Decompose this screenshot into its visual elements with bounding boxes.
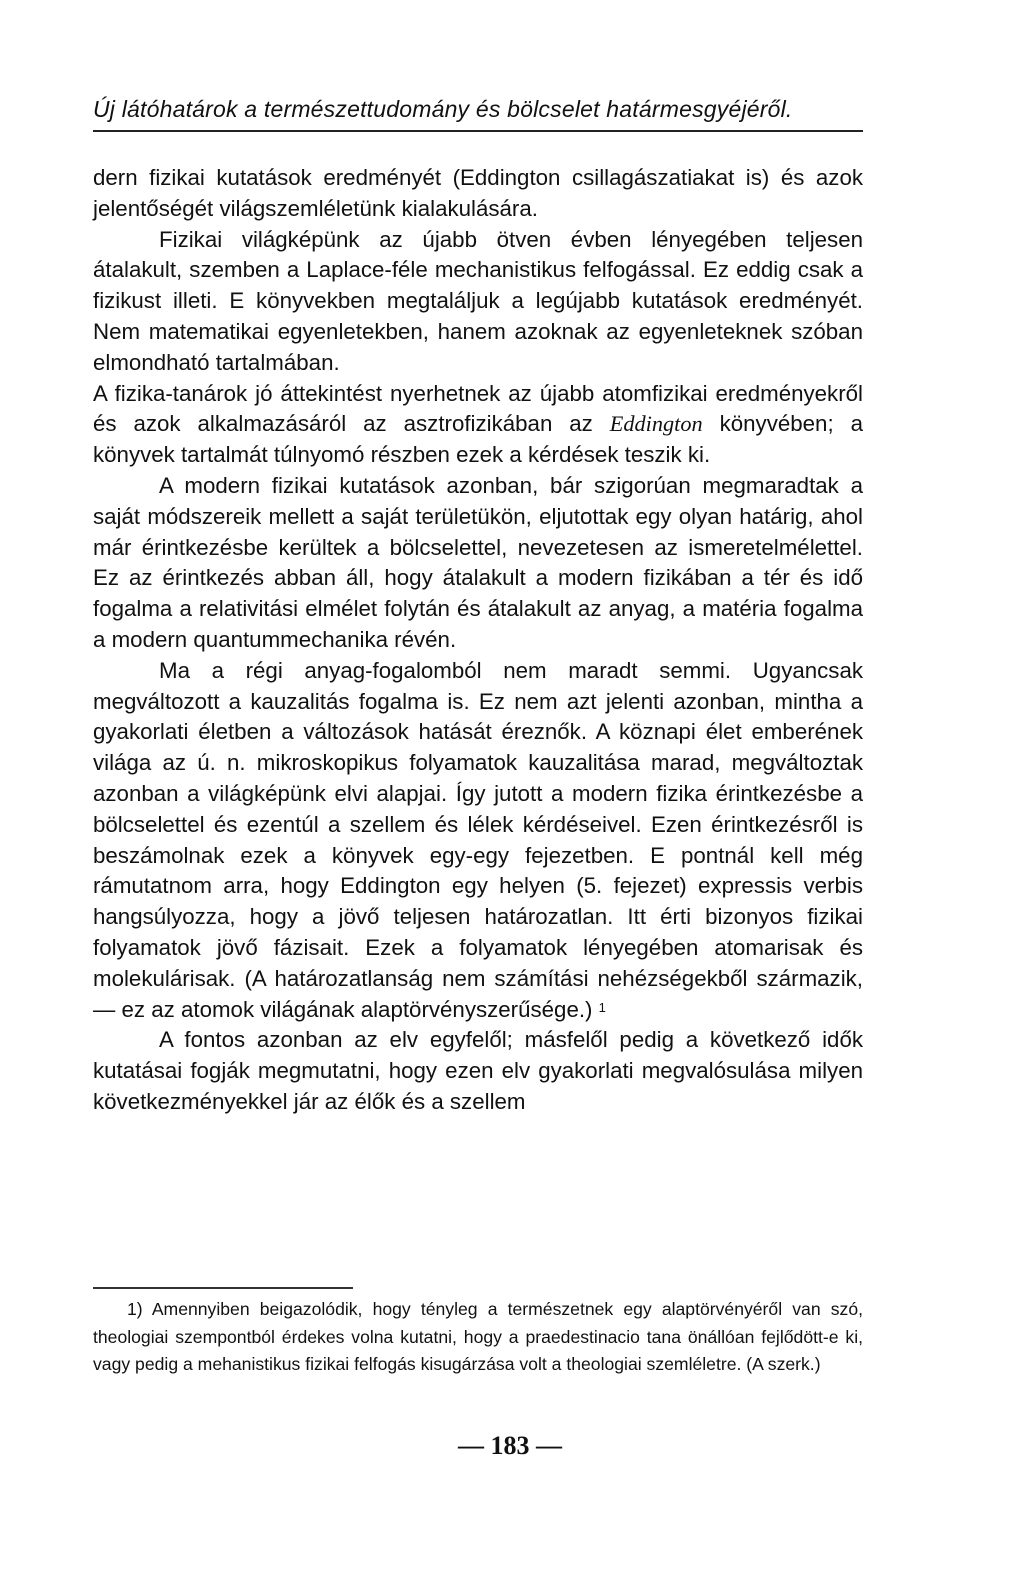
eddington-name: Eddington bbox=[609, 411, 703, 437]
footnote-text: Amennyiben beigazolódik, hogy tényleg a természetnek egy alaptörvényéről van szó, theologiai szempontból érdekes volna kutatni, hogy a praedestinacio tana önállóan fejlődött-e ki, vagy pedig a mehanistikus fizikai felfogás kisugárzása volt a theologiai szemléletre. (A szerk.) bbox=[93, 1299, 863, 1374]
header-rule bbox=[93, 130, 863, 132]
footnote-marker: 1) bbox=[127, 1299, 143, 1319]
footnote-reference: 1 bbox=[598, 999, 606, 1015]
paragraph-5 bbox=[93, 656, 863, 1026]
paragraph-5-text: Ma a régi anyag-fogalomból nem maradt semmi. Ugyancsak megváltozott a kauzalitás fogalma is. Ez nem azt jelenti azonban, mintha a gyakorlati életben a változások hatását éreznők. A köznapi élet emberének világa az ú. n. mikroskopikus folyamatok kauzalitása marad, megváltoztak azonban a világképünk elvi alapjai. Így jutott a modern fizika érintkezésbe a bölcselettel és ezentúl a szellem és lélek kérdéseivel. Ezen érintkezésről is beszámolnak ezek a könyvek egy-egy fejezetben. E pontnál kell még rámutatnom arra, hogy Eddington egy helyen (5. fejezet) expressis verbis hangsúlyozza, hogy a jövő teljesen határozatlan. Itt érti bizonyos fizikai folyamatok jövő fázisait. Ezek a folyamatok lényegében atomarisak és molekulárisak. (A határozatlanság nem számítási nehézségekből származik, — ez az atomok világának alaptörvényszerűsége.) bbox=[93, 657, 863, 1022]
paragraph-2: Fizikai világképünk az újabb ötven évben lényegében teljesen átalakult, szemben a Laplace-féle mechanistikus felfogással. Ez eddig csak a fizikust illeti. E könyvekben megtaláljuk a legújabb kutatások eredményét. Nem matematikai egyenletekben, hanem azoknak az egyenleteknek szóban elmondható tartalmában. bbox=[93, 226, 863, 375]
running-header: Új látóhatárok a természettudomány és bölcselet határmesgyéjéről. bbox=[93, 96, 793, 122]
paragraph-3-start: A fizika-tanárok jó áttekintést nyerhetnek az újabb atomfizikai eredményekről és azok alkalmazásáról az asztrofizikában az bbox=[93, 380, 863, 437]
paragraph-4: A modern fizikai kutatások azonban, bár szigorúan megmaradtak a saját módszereik mellett a saját területükön, eljutottak egy olyan határig, ahol már érintkezésbe kerültek a bölcselettel, nevezetesen az ismeretelmélettel. Ez az érintkezés abban áll, hogy átalakult a modern fizikában a tér és idő fogalma a relativitási elmélet folytán és átalakult az anyag, a matéria fogalma a modern quantummechanika révén. bbox=[93, 472, 863, 652]
paragraph-1: dern fizikai kutatások eredményét (Eddington csillagászatiakat is) és azok jelentőségét világszemléletünk kialakulására. bbox=[93, 165, 863, 221]
main-text bbox=[93, 163, 863, 1118]
footnote-rule bbox=[93, 1287, 353, 1289]
paragraph-3-end: könyvében; a könyvek tartalmát túlnyomó részben ezek a kérdések teszik ki. bbox=[93, 411, 863, 468]
footnote bbox=[93, 1296, 863, 1379]
page-number: — 183 — bbox=[458, 1431, 562, 1460]
paragraph-3 bbox=[93, 379, 863, 471]
paragraph-6: A fontos azonban az elv egyfelől; másfelől pedig a következő idők kutatásai fogják megmutatni, hogy ezen elv gyakorlati megvalósulása milyen következményekkel jár az élők és a szellem bbox=[93, 1027, 863, 1114]
